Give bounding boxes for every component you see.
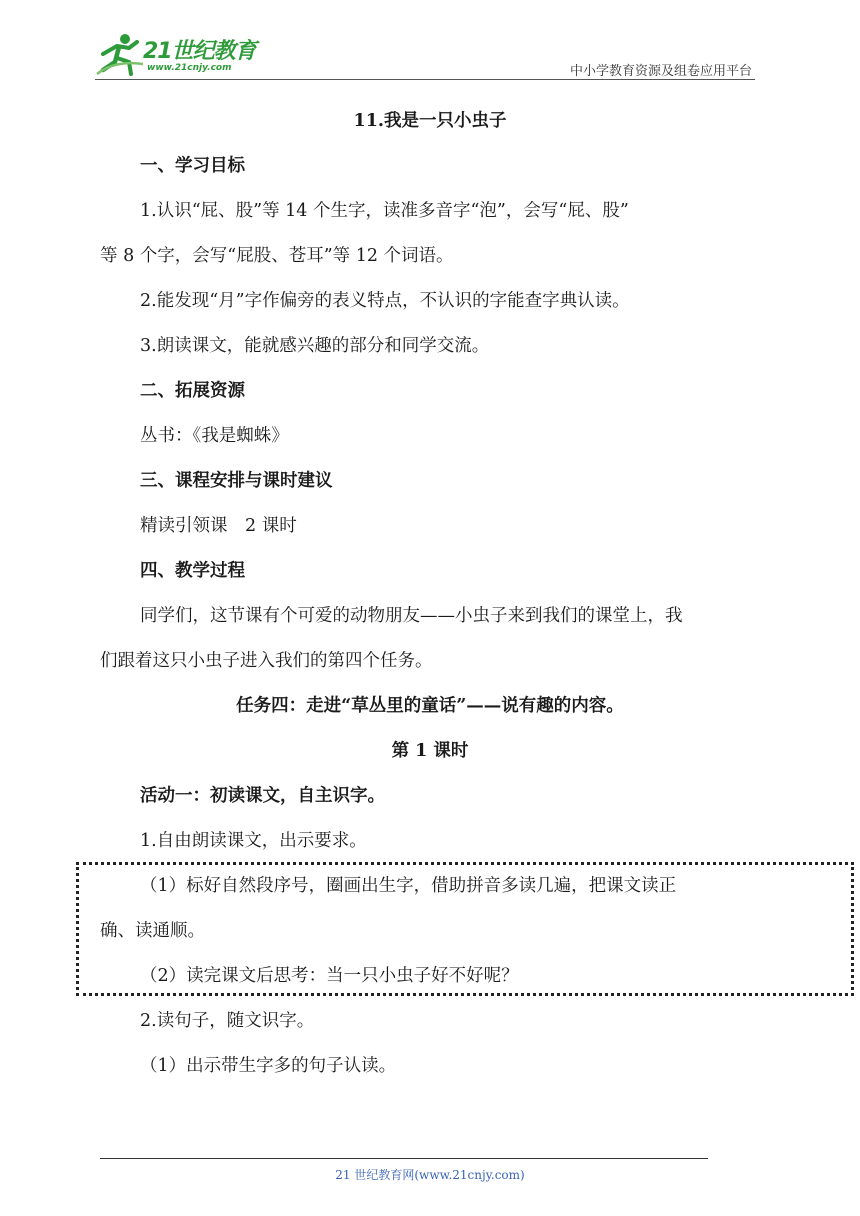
intro-line-2: 们跟着这只小虫子进入我们的第四个任务。 xyxy=(100,651,433,671)
doc-title: 11.我是一只小虫子 xyxy=(353,111,507,131)
goal-2: 2.能发现“月”字作偏旁的表义特点，不认识的字能查字典认读。 xyxy=(140,291,630,311)
intro-line-1: 同学们，这节课有个可爱的动物朋友——小虫子来到我们的课堂上，我 xyxy=(140,606,683,626)
footer-divider xyxy=(100,1158,708,1159)
step-1: 1.自由朗读课文，出示要求。 xyxy=(140,831,367,851)
requirement-1-line-1: （1）标好自然段序号，圈画出生字，借助拼音多读几遍，把课文读正 xyxy=(140,876,677,896)
step-2: 2.读句子，随文识字。 xyxy=(140,1011,315,1031)
footer-link[interactable]: 21 世纪教育网(www.21cnjy.com) xyxy=(335,1168,525,1182)
logo-url: www.21cnjy.com xyxy=(147,63,232,73)
step-2-sub-1: （1）出示带生字多的句子认读。 xyxy=(140,1056,397,1076)
lesson-label: 第 1 课时 xyxy=(391,741,469,761)
platform-name: 中小学教育资源及组卷应用平台 xyxy=(569,64,752,79)
activity-1-heading: 活动一：初读课文，自主识字。 xyxy=(140,786,385,806)
resource-item: 丛书：《我是蜘蛛》 xyxy=(140,426,289,446)
task-title: 任务四：走进“草丛里的童话”——说有趣的内容。 xyxy=(236,696,624,716)
page-header xyxy=(0,0,860,90)
section-heading-resources: 二、拓展资源 xyxy=(140,381,245,401)
goal-1-line-2: 等 8 个字，会写“屁股、苍耳”等 12 个词语。 xyxy=(100,246,454,266)
site-logo[interactable] xyxy=(95,30,265,78)
logo-text: 21世纪教育 xyxy=(143,39,256,64)
section-heading-schedule: 三、课程安排与课时建议 xyxy=(140,471,333,491)
section-heading-process: 四、教学过程 xyxy=(140,561,245,581)
requirement-2: （2）读完课文后思考：当一只小虫子好不好呢？ xyxy=(140,966,519,986)
header-divider xyxy=(95,79,755,80)
goal-1-line-1: 1.认识“屁、股”等 14 个生字，读准多音字“泡”，会写“屁、股” xyxy=(140,201,629,221)
requirement-1-line-2: 确、读通顺。 xyxy=(100,921,205,941)
schedule-item: 精读引领课 2 课时 xyxy=(140,516,297,536)
section-heading-goals: 一、学习目标 xyxy=(140,156,245,176)
goal-3: 3.朗读课文，能就感兴趣的部分和同学交流。 xyxy=(140,336,490,356)
